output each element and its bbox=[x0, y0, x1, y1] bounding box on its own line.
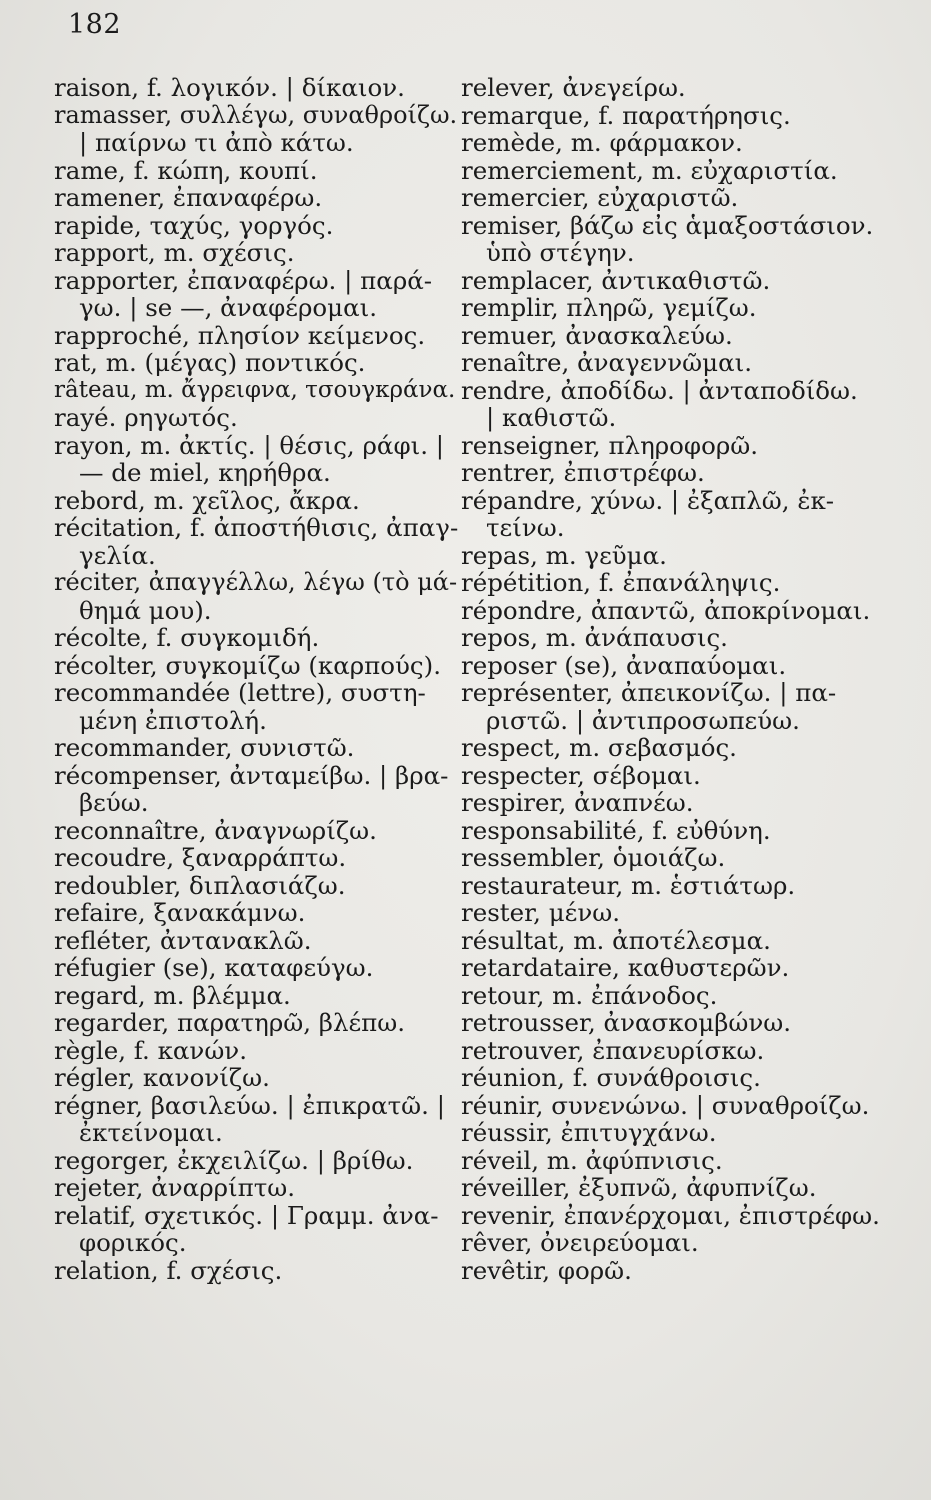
entry-continuation-line: γω. | se —, ἀναφέρομαι. bbox=[79, 293, 378, 322]
entry-line: relation, f. σχέσις. bbox=[54, 1255, 283, 1285]
entry-line: remarque, f. παρατήρησις. bbox=[461, 100, 791, 130]
entry-line: répandre, χύνω. | ἐξαπλῶ, ἐκ- bbox=[461, 485, 835, 515]
entry-line: régler, κανονίζω. bbox=[54, 1063, 270, 1092]
entry-line: retrouver, ἐπανευρίσκω. bbox=[461, 1035, 765, 1065]
entry-line: rester, μένω. bbox=[461, 898, 620, 927]
right-column bbox=[461, 74, 923, 1284]
left-column bbox=[54, 74, 459, 1284]
entry-line: redoubler, διπλασιάζω. bbox=[54, 870, 346, 900]
entry-line: repas, m. γεῦμα. bbox=[461, 540, 667, 570]
entry-line: refaire, ξανακάμνω. bbox=[54, 898, 306, 927]
entry-continuation-line: | παίρνω τι ἀπὸ κάτω. bbox=[79, 128, 354, 157]
entry-line: ramener, ἐπαναφέρω. bbox=[54, 183, 323, 212]
entry-line: récolte, f. συγκομιδή. bbox=[54, 623, 320, 652]
entry-line: remède, m. φάρμακον. bbox=[461, 128, 743, 157]
entry-line: rayon, m. ἀκτίς. | θέσις, ράφι. | bbox=[54, 430, 445, 460]
entry-line: remerciement, m. εὐχαριστία. bbox=[461, 155, 838, 185]
entry-line: récolter, συγκομίζω (καρπούς). bbox=[54, 650, 441, 680]
entry-line: râteau, m. ἄγρειφνα, τσουγκράνα. bbox=[54, 376, 456, 403]
entry-line: refléter, ἀντανακλῶ. bbox=[54, 925, 312, 955]
entry-line: responsabilité, f. εὐθύνη. bbox=[461, 815, 771, 845]
entry-line: recommandée (lettre), συστη- bbox=[54, 678, 426, 707]
entry-line: retrousser, ἀνασκομβώνω. bbox=[461, 1008, 792, 1037]
entry-line: renseigner, πληροφορῶ. bbox=[461, 430, 758, 460]
entry-line: réunion, f. συνάθροισις. bbox=[461, 1063, 761, 1092]
entry-line: rendre, ἀποδίδω. | ἀνταποδίδω. bbox=[461, 375, 858, 405]
entry-line: rapide, ταχύς, γοργός. bbox=[54, 210, 334, 240]
entry-continuation-line: | καθιστῶ. bbox=[486, 403, 617, 432]
entry-continuation-line: τείνω. bbox=[486, 513, 565, 542]
entry-line: revenir, ἐπανέρχομαι, ἐπιστρέφω. bbox=[461, 1200, 880, 1230]
entry-line: retour, m. ἐπάνοδος. bbox=[461, 980, 718, 1010]
entry-continuation-line: ὑπὸ στέγην. bbox=[486, 238, 635, 267]
entry-line: renaître, ἀναγεννῶμαι. bbox=[461, 348, 753, 377]
entry-line: repos, m. ἀνάπαυσις. bbox=[461, 623, 728, 652]
entry-continuation-line: γελία. bbox=[79, 540, 156, 570]
entry-continuation-line: μένη ἐπιστολή. bbox=[79, 705, 267, 735]
entry-line: répondre, ἀπαντῶ, ἀποκρίνομαι. bbox=[461, 595, 871, 625]
entry-line: régner, βασιλεύω. | ἐπικρατῶ. | bbox=[54, 1090, 445, 1120]
entry-line: respect, m. σεβασμός. bbox=[461, 733, 737, 762]
entry-line: remercier, εὐχαριστῶ. bbox=[461, 183, 739, 212]
entry-line: réciter, ἀπαγγέλλω, λέγω (τὸ μά- bbox=[54, 568, 458, 596]
entry-continuation-line: φορικός. bbox=[79, 1228, 187, 1257]
entry-line: regard, m. βλέμμα. bbox=[54, 980, 291, 1010]
entry-line: regorger, ἐκχειλίζω. | βρίθω. bbox=[54, 1145, 414, 1175]
page-number: 182 bbox=[68, 9, 122, 40]
entry-line: rat, m. (μέγας) ποντικός. bbox=[54, 348, 366, 377]
entry-line: remplir, πληρῶ, γεμίζω. bbox=[461, 293, 757, 322]
entry-line: récitation, f. ἀποστήθισις, ἀπαγ- bbox=[54, 513, 459, 542]
entry-line: rebord, m. χεῖλος, ἄκρα. bbox=[54, 485, 360, 515]
entry-line: restaurateur, m. ἑστιάτωρ. bbox=[461, 870, 796, 900]
entry-line: ressembler, ὁμοιάζω. bbox=[461, 843, 726, 872]
entry-line: recommander, συνιστῶ. bbox=[54, 733, 355, 762]
entry-line: raison, f. λογικόν. | δίκαιον. bbox=[54, 73, 405, 102]
entry-line: rentrer, ἐπιστρέφω. bbox=[461, 458, 705, 487]
entry-line: récompenser, ἀνταμείβω. | βρα- bbox=[54, 760, 449, 790]
entry-line: respirer, ἀναπνέω. bbox=[461, 788, 694, 817]
entry-line: reposer (se), ἀναπαύομαι. bbox=[461, 650, 787, 680]
entry-line: revêtir, φορῶ. bbox=[461, 1255, 632, 1285]
entry-continuation-line: ριστῶ. | ἀντιπροσωπεύω. bbox=[486, 705, 800, 735]
entry-line: réussir, ἐπιτυγχάνω. bbox=[461, 1118, 717, 1147]
entry-line: rapport, m. σχέσις. bbox=[54, 238, 295, 267]
entry-line: rayé. ρηγωτός. bbox=[54, 403, 238, 432]
entry-line: remiser, βάζω εἰς ἁμαξοστάσιον. bbox=[461, 210, 874, 240]
entry-line: respecter, σέβομαι. bbox=[461, 760, 701, 790]
entry-line: réunir, συνενώνω. | συναθροίζω. bbox=[461, 1090, 870, 1120]
entry-line: remplacer, ἀντικαθιστῶ. bbox=[461, 265, 771, 295]
entry-line: réfugier (se), καταφεύγω. bbox=[54, 953, 374, 982]
entry-line: reconnaître, ἀναγνωρίζω. bbox=[54, 815, 377, 845]
entry-line: relatif, σχετικός. | Γραμμ. ἀνα- bbox=[54, 1200, 439, 1230]
entry-line: résultat, m. ἀποτέλεσμα. bbox=[461, 925, 771, 955]
entry-line: rame, f. κώπη, κουπί. bbox=[54, 155, 318, 185]
entry-line: ramasser, συλλέγω, συναθροίζω. bbox=[54, 100, 458, 129]
entry-line: règle, f. κανών. bbox=[54, 1035, 247, 1065]
entry-line: retardataire, καθυστερῶν. bbox=[461, 953, 790, 982]
entry-line: rapproché, πλησίον κείμενος. bbox=[54, 320, 426, 350]
entry-line: rejeter, ἀναρρίπτω. bbox=[54, 1173, 296, 1202]
entry-continuation-line: ἐκτείνομαι. bbox=[79, 1118, 223, 1147]
entry-continuation-line: βεύω. bbox=[79, 788, 149, 817]
entry-continuation-line: — de miel, κηρήθρα. bbox=[79, 458, 331, 487]
entry-line: réveiller, ἐξυπνῶ, ἀφυπνίζω. bbox=[461, 1173, 817, 1202]
entry-line: relever, ἀνεγείρω. bbox=[461, 73, 686, 102]
entry-line: regarder, παρατηρῶ, βλέπω. bbox=[54, 1008, 406, 1037]
entry-line: représenter, ἀπεικονίζω. | πα- bbox=[461, 678, 837, 707]
entry-continuation-line: θημά μου). bbox=[79, 595, 212, 625]
entry-line: rapporter, ἐπαναφέρω. | παρά- bbox=[54, 265, 433, 295]
entry-line: recoudre, ξαναρράπτω. bbox=[54, 843, 347, 872]
entry-line: remuer, ἀνασκαλεύω. bbox=[461, 320, 733, 350]
entry-line: rêver, ὀνειρεύομαι. bbox=[461, 1228, 699, 1257]
entry-line: réveil, m. ἀφύπνισις. bbox=[461, 1145, 723, 1175]
entry-line: répétition, f. ἐπανάληψις. bbox=[461, 568, 781, 597]
